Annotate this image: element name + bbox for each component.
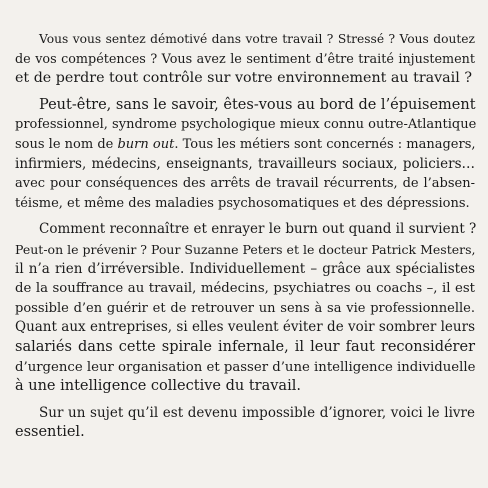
text-line: d’urgence leur organisation et passer d’une intelligence individuelle <box>15 359 476 375</box>
text-line: avec pour conséquences des arrêts de travail récurrents, de l’absen- <box>15 176 475 192</box>
text-line: à une intelligence collective du travail. <box>15 378 301 395</box>
text-line: Quant aux entreprises, si elles veulent éviter de voir sombrer leurs <box>15 319 475 336</box>
text-line: possible d’en guérir et de retrouver un sens à sa vie professionnelle. <box>15 300 475 316</box>
text-line: Vous vous sentez démotivé dans votre travail ? Stressé ? Vous doutez <box>39 32 475 46</box>
text-line: infirmiers, médecins, enseignants, travailleurs sociaux, policiers… <box>15 155 475 172</box>
text-line: Comment reconnaître et enrayer le burn out quand il survient ? <box>39 221 477 238</box>
text-line: Sur un sujet qu’il est devenu impossible d’ignorer, voici le livre <box>39 404 475 421</box>
paragraph-3 <box>15 220 475 396</box>
text-line: professionnel, syndrome psychologique mieux connu outre-Atlantique <box>15 117 477 133</box>
text-line: Peut-on le prévenir ? Pour Suzanne Peters et le docteur Patrick Mesters, <box>15 241 476 257</box>
text-line: sous le nom de burn out. Tous les métiers sont concernés : managers, <box>15 136 476 152</box>
text-line: essentiel. <box>15 424 85 441</box>
paragraph-4 <box>15 404 475 443</box>
paragraph-2 <box>15 96 475 214</box>
text-line: salariés dans cette spirale infernale, il leur faut reconsidérer <box>15 338 475 355</box>
text-line: téisme, et même des maladies psychosomatiques et des dépressions. <box>15 195 470 211</box>
paragraph-1 <box>15 30 475 89</box>
text-line: de la souffrance au travail, médecins, psychiatres ou coachs –, il est <box>15 281 475 297</box>
text-line: il n’a rien d’irréversible. Individuellement – grâce aux spécialistes <box>15 260 475 277</box>
text-line: de vos compétences ? Vous avez le sentiment d’être traité injustement <box>15 51 475 67</box>
text-line: Peut-être, sans le savoir, êtes-vous au bord de l’épuisement <box>39 96 476 113</box>
text-line: et de perdre tout contrôle sur votre environnement au travail ? <box>15 70 472 87</box>
blurb-text <box>15 30 475 443</box>
